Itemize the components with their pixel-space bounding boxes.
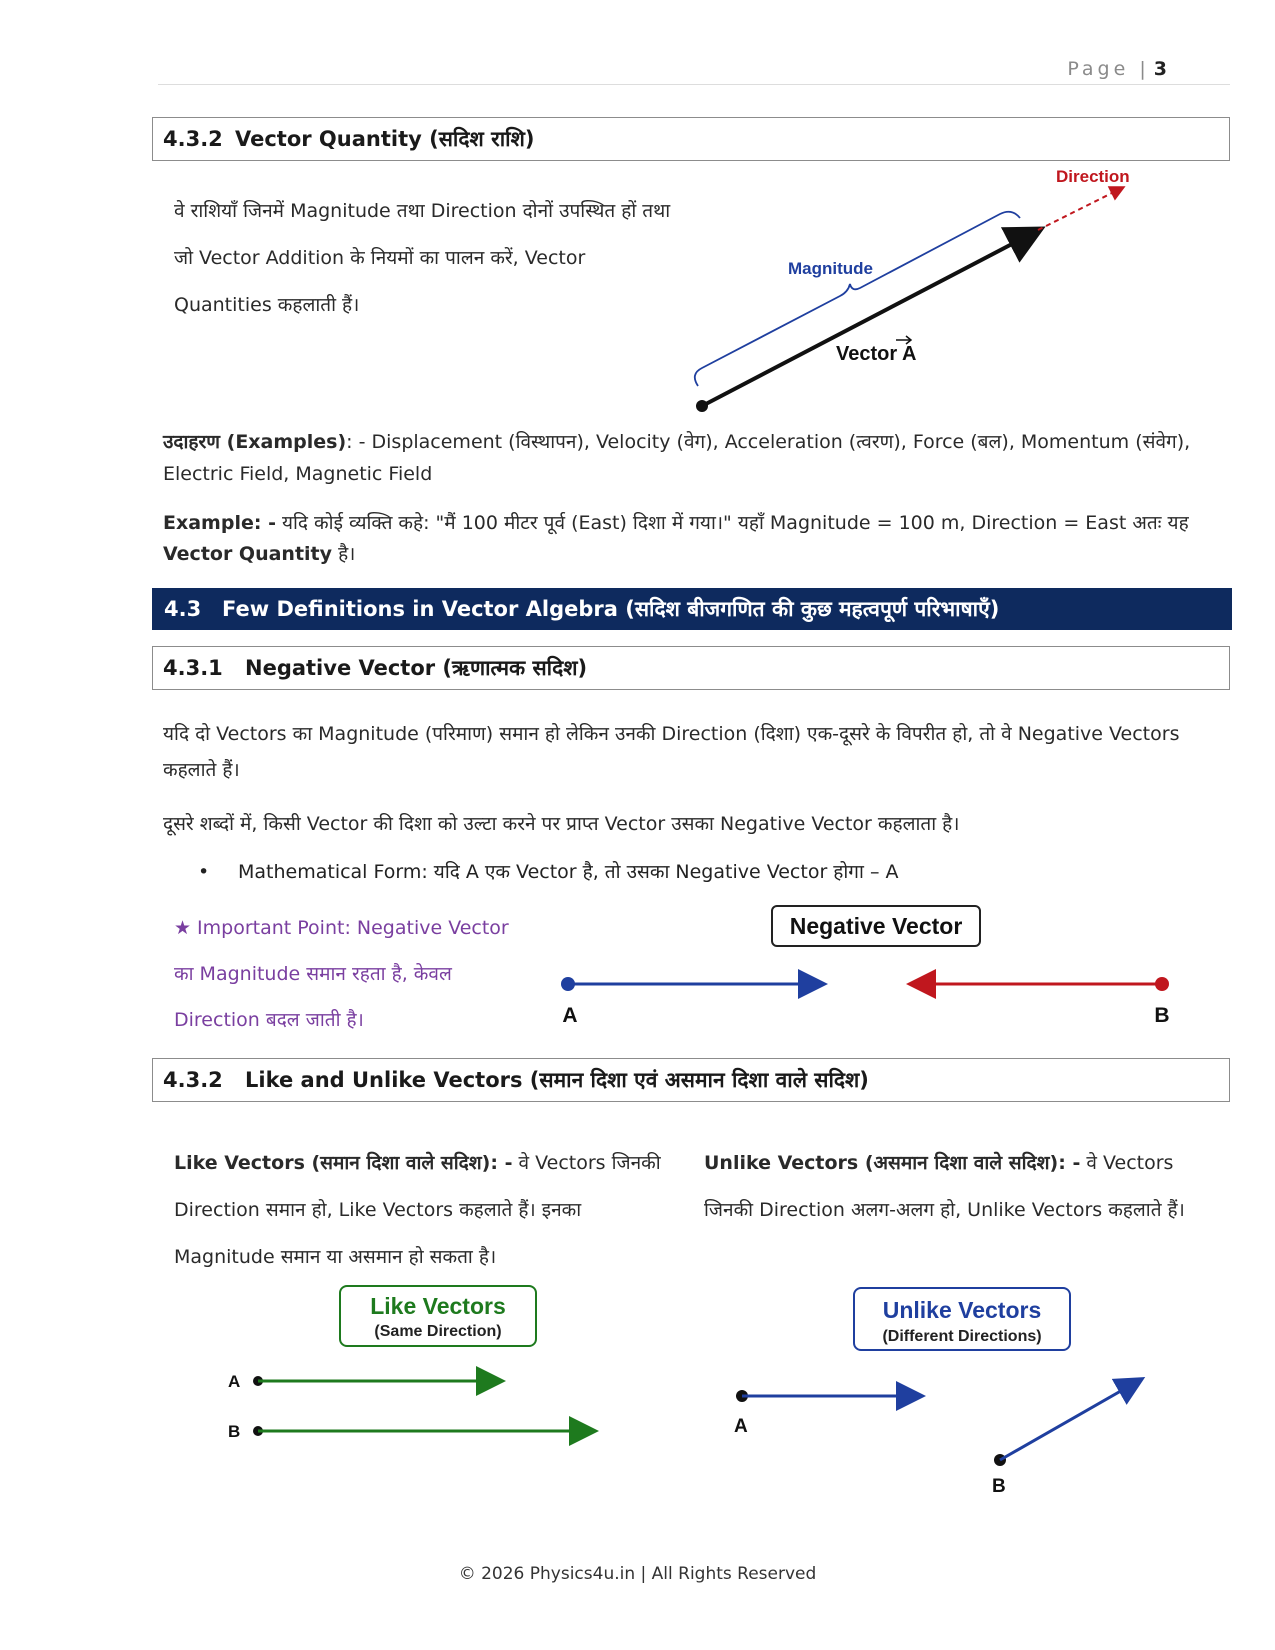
vector-origin-dot bbox=[696, 400, 708, 412]
negative-vector-explanation: दूसरे शब्दों में, किसी Vector की दिशा को उल्टा करने पर प्राप्त Vector उसका Negative Vector कहलाता है। bbox=[163, 813, 960, 835]
banner-title: Few Definitions in Vector Algebra (सदिश बीजगणित की कुछ महत्वपूर्ण परिभाषाएँ) bbox=[222, 597, 1000, 621]
unlike-vectors-diagram bbox=[720, 1284, 1180, 1504]
star-icon: ★ bbox=[174, 917, 192, 939]
important-point bbox=[174, 905, 514, 1043]
important-text: Important Point: Negative Vector का Magnitude समान रहता है, केवल Direction बदल जाती है। bbox=[174, 917, 509, 1031]
magnitude-label: Magnitude bbox=[788, 259, 873, 278]
header-divider bbox=[158, 84, 1230, 85]
example-text: यदि कोई व्यक्ति कहे: "मैं 100 मीटर पूर्व (East) दिशा में गया।" यहाँ Magnitude = 100 m, Direction = East अतः यह bbox=[275, 512, 1189, 534]
examples-paragraph bbox=[163, 426, 1223, 490]
direction-arrow bbox=[1038, 188, 1122, 230]
negative-vector-title: Negative Vector bbox=[789, 913, 963, 939]
bullet-dot-icon: • bbox=[198, 861, 210, 883]
unlike-vectors-text: वे Vectors जिनकी Direction अलग-अलग हो, Unlike Vectors कहलाते हैं। bbox=[704, 1152, 1185, 1221]
unlike-vectors-subtitle: (Different Directions) bbox=[882, 1328, 1042, 1345]
like-point-a-label: A bbox=[228, 1372, 241, 1391]
like-vectors-text: वे Vectors जिनकी Direction समान हो, Like Vectors कहलाते हैं। इनका Magnitude समान या असमान हो सकता है। bbox=[174, 1152, 661, 1268]
example-tail: है। bbox=[332, 543, 356, 565]
section-title: Negative Vector (ऋणात्मक सदिश) bbox=[245, 656, 588, 680]
point-b-dot bbox=[1155, 977, 1169, 991]
section-number: 4.3.2 bbox=[163, 1068, 223, 1092]
examples-label: उदाहरण (Examples) bbox=[163, 431, 347, 453]
section-title: Vector Quantity (सदिश राशि) bbox=[235, 127, 535, 151]
negative-vector-definition: यदि दो Vectors का Magnitude (परिमाण) समान हो लेकिन उनकी Direction (दिशा) एक-दूसरे के विपरीत हो, तो वे Negative Vectors कहलाते हैं। bbox=[163, 723, 1180, 781]
unlike-vectors-title: Unlike Vectors bbox=[882, 1297, 1042, 1323]
section-title: Like and Unlike Vectors (समान दिशा एवं असमान दिशा वाले सदिश) bbox=[245, 1068, 869, 1092]
point-a-label: A bbox=[562, 1004, 578, 1027]
section-heading-like-unlike bbox=[152, 1058, 1230, 1102]
unlike-vectors-paragraph bbox=[704, 1140, 1204, 1234]
chapter-section-banner bbox=[152, 588, 1232, 630]
example-bold: Vector Quantity bbox=[163, 543, 333, 565]
banner-number: 4.3 bbox=[164, 597, 202, 621]
page-number-value: 3 bbox=[1153, 58, 1167, 80]
point-a-dot bbox=[561, 977, 575, 991]
like-vectors-subtitle: (Same Direction) bbox=[374, 1323, 502, 1340]
page-number: Page | 3 bbox=[1067, 58, 1167, 80]
section-number: 4.3.2 bbox=[163, 127, 223, 151]
direction-label: Direction bbox=[1056, 167, 1130, 186]
like-vectors-paragraph bbox=[174, 1140, 674, 1281]
unlike-vectors-label: Unlike Vectors (असमान दिशा वाले सदिश): - bbox=[704, 1152, 1081, 1174]
like-vectors-title: Like Vectors bbox=[370, 1293, 506, 1319]
example-label: Example: - bbox=[163, 512, 276, 534]
examples-text: : - Displacement (विस्थापन), Velocity (वेग), Acceleration (त्वरण), Force (बल), Momentum (संवेग), Electric Field, Magnetic Field bbox=[163, 431, 1191, 485]
vector-label: Vector A bbox=[836, 343, 917, 365]
like-point-b-label: B bbox=[228, 1422, 241, 1441]
like-vectors-label: Like Vectors (समान दिशा वाले सदिश): - bbox=[174, 1152, 513, 1174]
bullet-text: Mathematical Form: यदि A एक Vector है, तो उसका Negative Vector होगा – A bbox=[238, 861, 899, 883]
unlike-vector-b-arrow bbox=[1000, 1380, 1140, 1460]
bullet-mathematical-form bbox=[198, 858, 1198, 884]
section-number: 4.3.1 bbox=[163, 656, 223, 680]
negative-vector-diagram bbox=[540, 904, 1180, 1036]
like-vectors-diagram bbox=[218, 1284, 618, 1454]
point-b-label: B bbox=[1154, 1004, 1170, 1027]
intro-paragraph: वे राशियाँ जिनमें Magnitude तथा Direction दोनों उपस्थित हों तथा जो Vector Addition के नियमों का पालन करें, Vector Quantities कहलाती हैं। bbox=[174, 200, 671, 316]
page-label: Page bbox=[1067, 58, 1130, 80]
section-heading-negative-vector bbox=[152, 646, 1230, 690]
section-heading-vector-quantity bbox=[152, 117, 1230, 161]
footer-copyright: © 2026 Physics4u.in | All Rights Reserved bbox=[458, 1564, 817, 1584]
vector-diagram bbox=[680, 160, 1160, 420]
example-paragraph bbox=[163, 508, 1233, 570]
unlike-point-b-label: B bbox=[992, 1476, 1006, 1497]
unlike-point-a-label: A bbox=[734, 1416, 748, 1437]
